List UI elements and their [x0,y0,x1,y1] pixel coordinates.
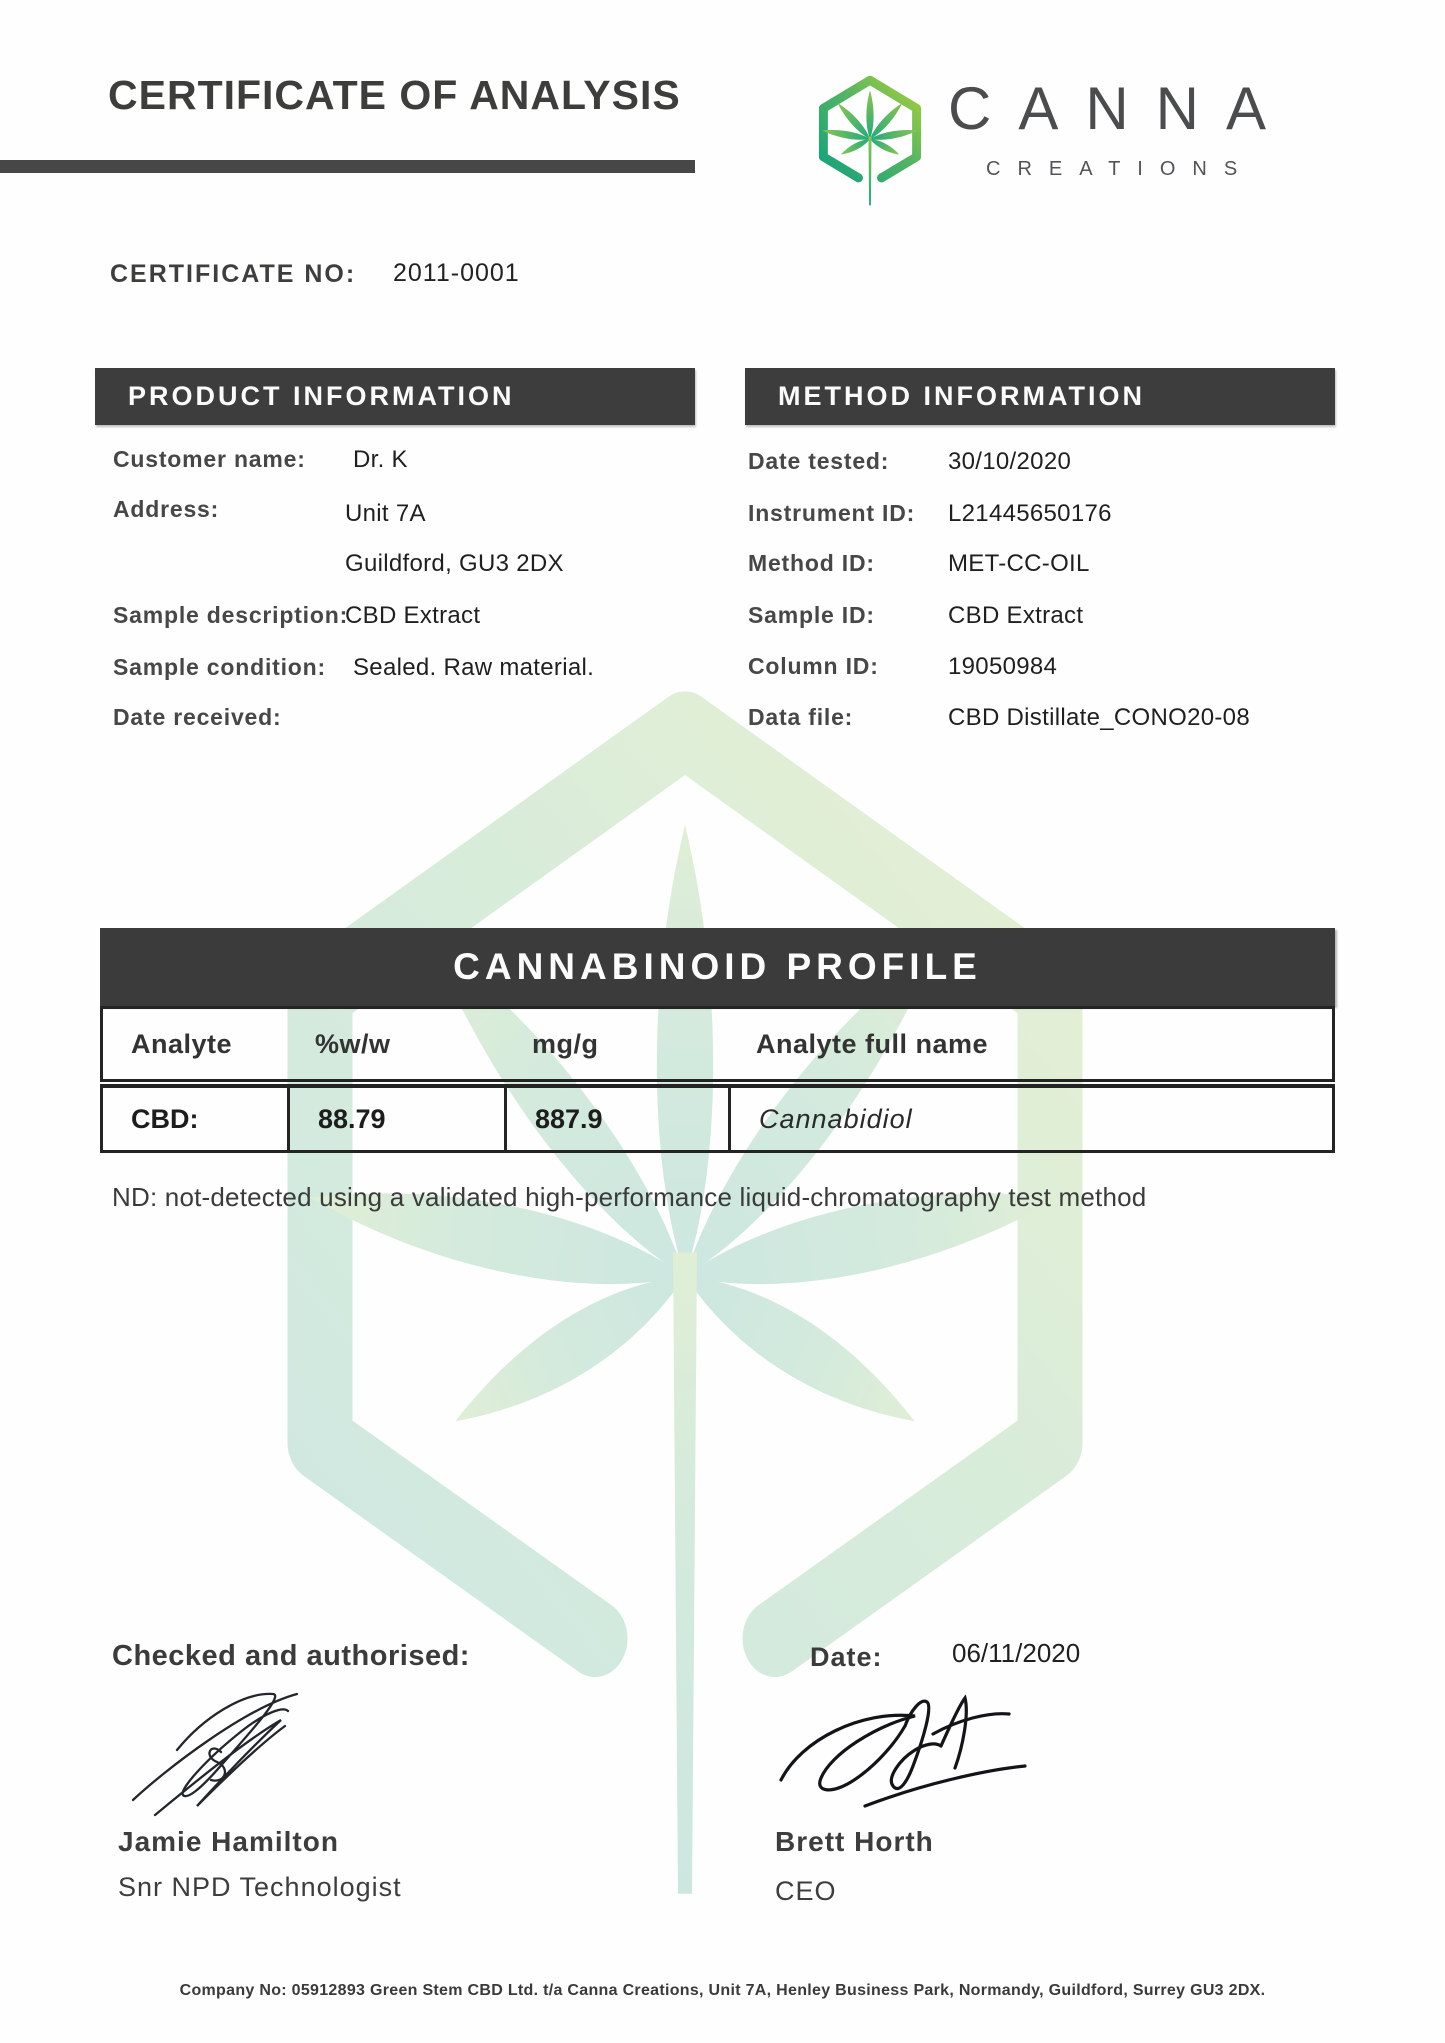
canna-creations-logo [806,66,1366,226]
cell-analyte: CBD: [131,1103,199,1134]
cell-full-name: Cannabidiol [728,1088,1332,1150]
field-row [113,496,713,527]
field-row [113,446,713,473]
field-label: Address: [113,496,220,522]
field-label: Instrument ID: [748,500,916,526]
right-signatory-title: CEO [775,1876,837,1906]
cell-mg-g: 887.9 [504,1088,728,1150]
jamie-hamilton-signature [120,1678,330,1828]
field-label: Column ID: [748,653,879,679]
column-header-mg-g: mg/g [532,1028,599,1059]
table-header-row [100,1006,1335,1082]
field-row [113,704,713,731]
field-row [748,550,1368,577]
field-label: Sample description: [113,602,349,628]
page-title: CERTIFICATE OF ANALYSIS [108,72,681,118]
field-value: CBD Distillate_CONO20-08 [948,704,1250,731]
field-row [113,602,713,629]
field-row [748,448,1368,475]
brand-subtitle: CREATIONS [986,158,1255,180]
method-information-header [745,368,1335,425]
certificate-number-label: CERTIFICATE NO: [110,260,357,288]
left-signatory-title: Snr NPD Technologist [118,1872,402,1902]
cell-pct-ww: 88.79 [287,1088,504,1150]
left-signatory-name: Jamie Hamilton [118,1826,339,1857]
brand-wordmark: CANNA [948,75,1294,142]
column-header-analyte: Analyte [131,1028,233,1059]
brett-horth-signature [768,1688,1058,1823]
product-information-header [95,368,695,425]
field-value: MET-CC-OIL [948,550,1090,577]
certificate-number-value: 2011-0001 [393,259,520,287]
field-value: 19050984 [948,653,1058,680]
field-label: Sample ID: [748,602,875,628]
field-value: 30/10/2020 [948,448,1072,475]
product-information-header-label: PRODUCT INFORMATION [128,381,515,411]
field-value: Sealed. Raw material. [353,654,595,681]
column-header-pct-ww: %w/w [315,1028,391,1059]
title-underline [0,160,695,173]
field-label: Date received: [113,704,282,730]
field-label: Sample condition: [113,654,326,680]
field-label: Date tested: [748,448,890,474]
cannabinoid-profile-table [100,1006,1335,1153]
cannabinoid-profile-header [100,928,1335,1006]
date-value: 06/11/2020 [952,1638,1081,1668]
method-information-header-label: METHOD INFORMATION [778,381,1145,411]
field-row [748,653,1368,680]
field-value: CBD Extract [948,602,1084,629]
company-footer: Company No: 05912893 Green Stem CBD Ltd. t/a Canna Creations, Unit 7A, Henley Business Park, Normandy, Guildford, Surrey GU3 2DX. [179,1982,1266,1999]
field-row [113,654,713,681]
field-value: Unit 7A [345,500,426,527]
field-value: L21445650176 [948,500,1112,527]
field-row [748,602,1368,629]
cannabinoid-profile-title: CANNABINOID PROFILE [453,946,982,987]
column-header-full-name: Analyte full name [756,1028,989,1059]
checked-authorised-label: Checked and authorised: [112,1640,470,1672]
field-value: CBD Extract [345,602,481,629]
right-signatory-name: Brett Horth [775,1826,934,1857]
nd-method-note: ND: not-detected using a validated high-performance liquid-chromatography test method [112,1182,1147,1212]
hexagon-cannabis-leaf-icon [806,70,934,213]
certificate-number [110,259,520,289]
date-label: Date: [810,1642,883,1672]
field-row [748,500,1368,527]
field-value: Guildford, GU3 2DX [345,550,564,577]
field-label: Customer name: [113,446,306,472]
field-label: Data file: [748,704,854,730]
field-label: Method ID: [748,550,875,576]
table-row [100,1084,1335,1153]
field-row [748,704,1408,731]
field-value: Dr. K [353,446,408,473]
